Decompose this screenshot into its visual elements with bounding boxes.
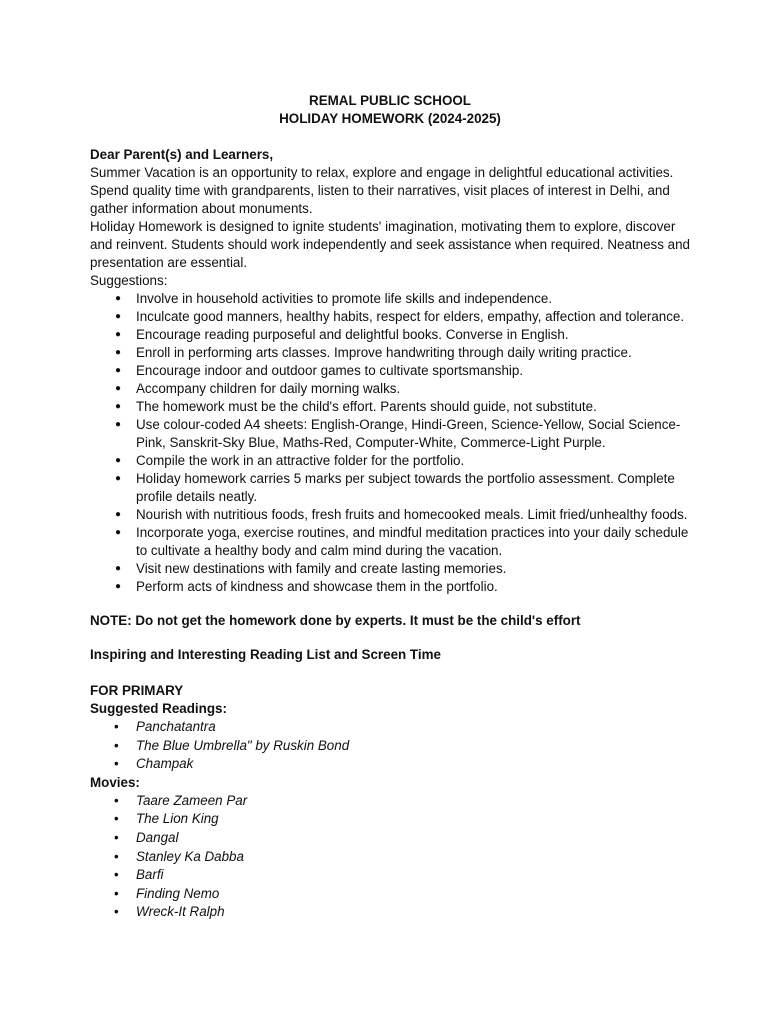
list-item: ● Nourish with nutritious foods, fresh fruits and homecooked meals. Limit fried/unhealthy foods. (90, 506, 690, 524)
list-item: ● Visit new destinations with family and create lasting memories. (90, 560, 690, 578)
list-item: ● Accompany children for daily morning walks. (90, 380, 690, 398)
list-item: ● Enroll in performing arts classes. Improve handwriting through daily writing practice. (90, 344, 690, 362)
suggestions-label: Suggestions: (90, 273, 168, 288)
list-item: • Dangal (90, 829, 690, 848)
list-item: • Taare Zameen Par (90, 792, 690, 811)
greeting: Dear Parent(s) and Learners, (90, 147, 274, 162)
list-item: ● Encourage indoor and outdoor games to cultivate sportsmanship. (90, 362, 690, 380)
intro-paragraph-2: Holiday Homework is designed to ignite students' imagination, motivating them to explore, discover and reinvent. Students should work independently and seek assistance when required. Neatness and presentation are essential. (90, 219, 690, 270)
list-item: ● Involve in household activities to promote life skills and independence. (90, 290, 690, 308)
list-item: • The Lion King (90, 810, 690, 829)
list-item: ● Inculcate good manners, healthy habits, respect for elders, empathy, affection and tolerance. (90, 308, 690, 326)
document-page (90, 92, 690, 922)
movies-label: Movies: (90, 774, 140, 790)
list-item: ● The homework must be the child's effort. Parents should guide, not substitute. (90, 398, 690, 416)
note: NOTE: Do not get the homework done by experts. It must be the child's effort (90, 613, 581, 628)
movies-list (90, 792, 690, 922)
primary-heading: FOR PRIMARY (90, 683, 184, 698)
readings-list (90, 718, 690, 774)
list-item: ● Perform acts of kindness and showcase them in the portfolio. (90, 578, 690, 596)
readings-label: Suggested Readings: (90, 701, 227, 716)
list-item: ● Use colour-coded A4 sheets: English-Orange, Hindi-Green, Science-Yellow, Social Science-Pink, Sanskrit-Sky Blue, Maths-Red, Computer-White, Commerce-Light Purple. (90, 416, 690, 452)
list-item: • Finding Nemo (90, 885, 690, 904)
list-item: ● Holiday homework carries 5 marks per subject towards the portfolio assessment. Complete profile details neatly. (90, 470, 690, 506)
list-item: ● Compile the work in an attractive folder for the portfolio. (90, 452, 690, 470)
list-item: • Barfi (90, 866, 690, 885)
list-item: • Panchatantra (90, 718, 690, 737)
suggestions-list (90, 290, 690, 596)
list-item: ● Encourage reading purposeful and delightful books. Converse in English. (90, 326, 690, 344)
list-item: • Stanley Ka Dabba (90, 848, 690, 867)
school-name: REMAL PUBLIC SCHOOL (309, 93, 471, 108)
list-item: • Wreck-It Ralph (90, 903, 690, 922)
document-title: HOLIDAY HOMEWORK (2024-2025) (279, 111, 501, 126)
intro-paragraph-1: Summer Vacation is an opportunity to relax, explore and engage in delightful educational activities. Spend quality time with grandparents, listen to their narratives, visit places of interest in Delhi, and gather information about monuments. (90, 165, 674, 216)
list-item: ● Incorporate yoga, exercise routines, and mindful meditation practices into your daily schedule to cultivate a healthy body and calm mind during the vacation. (90, 524, 690, 560)
list-item: • The Blue Umbrella" by Ruskin Bond (90, 737, 690, 756)
list-item: • Champak (90, 755, 690, 774)
reading-list-heading: Inspiring and Interesting Reading List and Screen Time (90, 647, 441, 662)
